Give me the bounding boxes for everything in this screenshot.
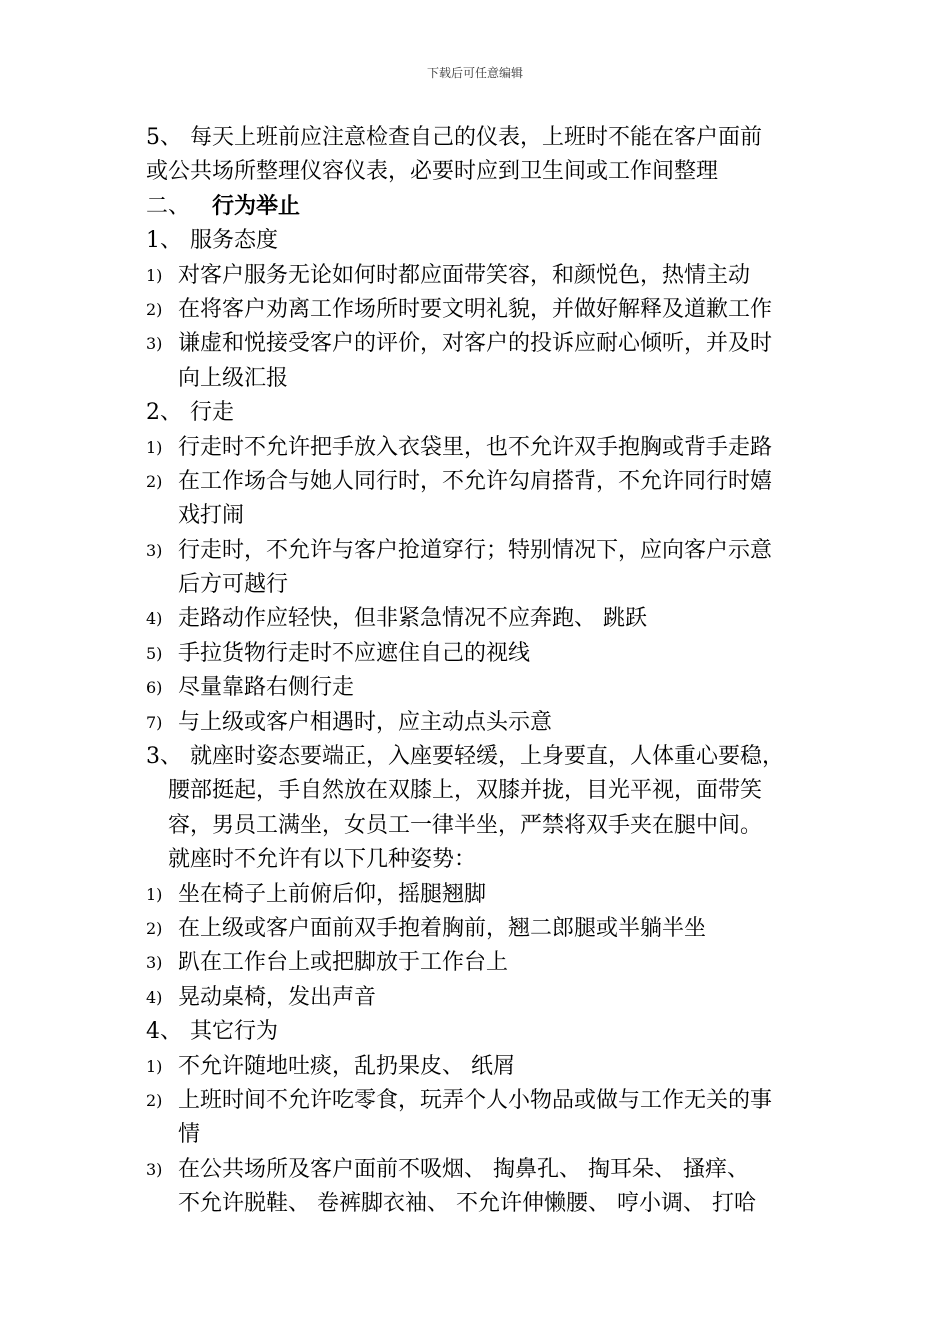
line-text: 不允许脱鞋、 卷裤脚衣袖、 不允许伸懒腰、 哼小调、 打哈 <box>178 1191 756 1217</box>
list-marker: 3) <box>146 1159 163 1179</box>
text-line <box>146 396 811 430</box>
line-text: 向上级汇报 <box>178 365 289 391</box>
line-text: 后方可越行 <box>178 572 289 598</box>
text-line <box>146 121 811 155</box>
text-line <box>146 293 811 327</box>
line-text: 坐在椅子上前俯后仰，摇腿翘脚 <box>178 881 487 907</box>
text-line <box>146 190 811 224</box>
list-marker: 二、 <box>146 193 191 219</box>
list-marker: 3) <box>146 540 163 560</box>
line-text: 与上级或客户相遇时，应主动点头示意 <box>178 709 553 735</box>
line-text: 行走 <box>190 400 235 426</box>
text-line <box>146 809 811 843</box>
text-line <box>146 499 811 533</box>
list-marker: 3) <box>146 334 163 354</box>
text-line <box>146 637 811 671</box>
text-line <box>146 155 811 189</box>
text-line <box>146 259 811 293</box>
line-text: 每天上班前应注意检查自己的仪表，上班时不能在客户面前 <box>190 125 763 150</box>
text-line <box>146 946 811 980</box>
text-line <box>146 740 811 774</box>
list-marker: 2、 <box>146 400 182 426</box>
line-text: 服务态度 <box>190 228 279 254</box>
text-line <box>146 1187 811 1221</box>
list-marker: 4) <box>146 987 163 1007</box>
line-text: 其它行为 <box>190 1019 279 1045</box>
line-text: 戏打闹 <box>178 503 245 529</box>
line-text: 在公共场所及客户面前不吸烟、 掏鼻孔、 掏耳朵、 搔痒、 <box>178 1156 749 1182</box>
list-marker: 4、 <box>146 1019 182 1045</box>
list-marker: 1) <box>146 884 163 904</box>
text-line <box>146 568 811 602</box>
list-marker: 3) <box>146 953 163 973</box>
line-text: 走路动作应轻快，但非紧急情况不应奔跑、 跳跃 <box>178 606 647 632</box>
line-text: 情 <box>178 1122 201 1148</box>
line-text: 尽量靠路右侧行走 <box>178 675 355 701</box>
list-marker: 5) <box>146 643 163 663</box>
text-line <box>146 1050 811 1084</box>
line-text: 行走时不允许把手放入衣袋里，也不允许双手抱胸或背手走路 <box>178 434 773 460</box>
line-text: 手拉货物行走时不应遮住自己的视线 <box>178 640 531 666</box>
document-body <box>146 121 811 1222</box>
list-marker: 2) <box>146 1090 163 1110</box>
text-line <box>146 224 811 258</box>
text-line <box>146 1153 811 1187</box>
line-text: 在将客户劝离工作场所时要文明礼貌，并做好解释及道歉工作 <box>178 296 773 322</box>
list-marker: 1) <box>146 265 163 285</box>
line-text: 谦虚和悦接受客户的评价，对客户的投诉应耐心倾听，并及时 <box>178 331 773 357</box>
text-line <box>146 1084 811 1118</box>
text-line <box>146 534 811 568</box>
line-text: 行走时，不允许与客户抢道穿行；特别情况下，应向客户示意 <box>178 537 773 563</box>
line-text: 上班时间不允许吃零食，玩弄个人小物品或做与工作无关的事 <box>178 1087 773 1113</box>
text-line <box>146 362 811 396</box>
text-line <box>146 706 811 740</box>
list-marker: 1、 <box>146 228 182 254</box>
text-line <box>146 465 811 499</box>
text-line <box>146 327 811 361</box>
text-line <box>146 1015 811 1049</box>
line-text: 对客户服务无论如何时都应面带笑容，和颜悦色，热情主动 <box>178 262 751 288</box>
line-text: 晃动桌椅，发出声音 <box>178 984 377 1010</box>
text-line <box>146 912 811 946</box>
text-line <box>146 981 811 1015</box>
line-text: 行为举止 <box>212 193 301 219</box>
line-text: 不允许随地吐痰，乱扔果皮、 纸屑 <box>178 1053 515 1079</box>
text-line <box>146 1118 811 1152</box>
line-text: 容，男员工满坐，女员工一律半坐，严禁将双手夹在腿中间。 <box>168 812 763 838</box>
list-marker: 4) <box>146 609 163 629</box>
line-text: 或公共场所整理仪容仪表，必要时应到卫生间或工作间整理 <box>146 159 719 185</box>
line-text: 趴在工作台上或把脚放于工作台上 <box>178 950 509 976</box>
text-line <box>146 431 811 465</box>
list-marker: 2) <box>146 471 163 491</box>
line-text: 在工作场合与她人同行时，不允许勾肩搭背，不允许同行时嬉 <box>178 468 773 494</box>
list-marker: 2) <box>146 299 163 319</box>
text-line <box>146 602 811 636</box>
text-line <box>146 671 811 705</box>
list-marker: 5、 <box>146 125 182 150</box>
line-text: 就座时姿态要端正，入座要轻缓，上身要直，人体重心要稳， <box>190 744 785 770</box>
text-line <box>146 774 811 808</box>
list-marker: 3、 <box>146 744 182 770</box>
line-text: 腰部挺起，手自然放在双膝上，双膝并拢，目光平视，面带笑 <box>168 778 763 804</box>
list-marker: 6) <box>146 678 163 698</box>
list-marker: 7) <box>146 712 163 732</box>
line-text: 就座时不允许有以下几种姿势： <box>168 847 477 873</box>
line-text: 在上级或客户面前双手抱着胸前，翘二郎腿或半躺半坐 <box>178 915 707 941</box>
list-marker: 1) <box>146 1056 163 1076</box>
list-marker: 1) <box>146 437 163 457</box>
text-line <box>146 843 811 877</box>
text-line <box>146 878 811 912</box>
page-header: 下载后可任意编辑 <box>426 66 523 80</box>
list-marker: 2) <box>146 918 163 938</box>
